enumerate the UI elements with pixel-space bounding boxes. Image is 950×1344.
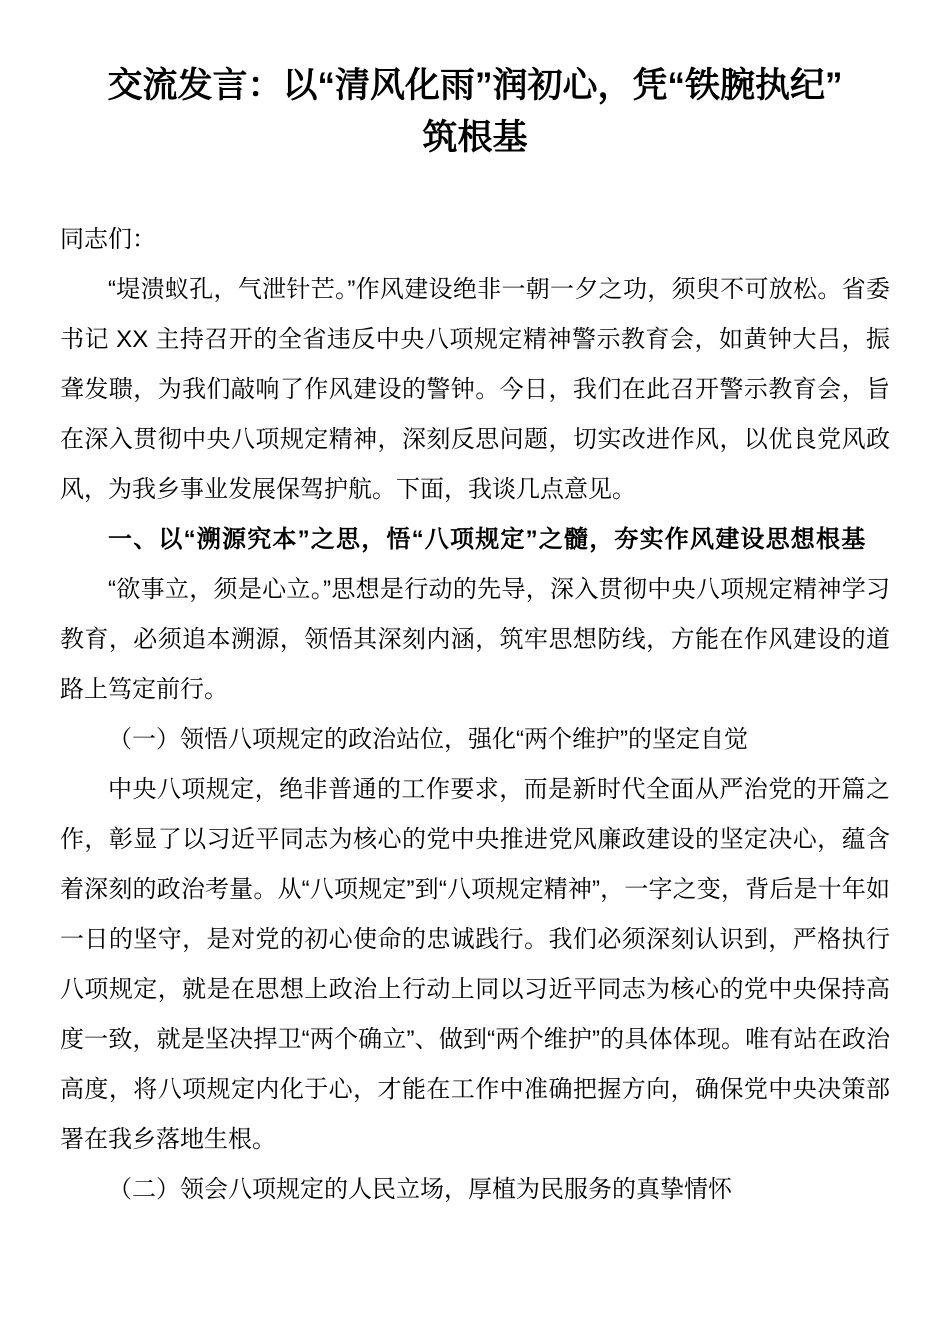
body-paragraph: “堤溃蚁孔，气泄针芒。”作风建设绝非一朝一夕之功，须臾不可放松。省委书记 XX 主持召开的全省违反中央八项规定精神警示教育会，如黄钟大吕，振聋发聩，为我们敲响了作风建设的警钟。今日，我们在此召开警示教育会，旨在深入贯彻中央八项规定精神，深刻反思问题，切实改进作风，以优良党风政风，为我乡事业发展保驾护航。下面，我谈几点意见。	[60, 276, 890, 503]
document-body	[60, 215, 890, 1215]
section-heading-level-1: 一、以“溯源究本”之思，悟“八项规定”之髓，夯实作风建设思想根基	[108, 526, 867, 553]
body-paragraph: “欲事立，须是心立。”思想是行动的先导，深入贯彻中央八项规定精神学习教育，必须追本溯源，领悟其深刻内涵，筑牢思想防线，方能在作风建设的道路上笃定前行。	[60, 576, 890, 703]
document-title	[60, 60, 890, 164]
subsection-heading: （一）领悟八项规定的政治站位，强化“两个维护”的坚定自觉	[108, 726, 748, 753]
document-title-line-2: 筑根基	[422, 118, 528, 157]
subsection-heading: （二）领会八项规定的人民立场，厚植为民服务的真挚情怀	[108, 1176, 732, 1203]
document-title-line-1: 交流发言：以“清风化雨”润初心，凭“铁腕执纪”	[107, 66, 843, 105]
salutation-paragraph: 同志们：	[60, 226, 156, 253]
body-paragraph: 中央八项规定，绝非普通的工作要求，而是新时代全面从严治党的开篇之作，彰显了以习近平同志为核心的党中央推进党风廉政建设的坚定决心，蕴含着深刻的政治考量。从“八项规定”到“八项规定精神”，一字之变，背后是十年如一日的坚守，是对党的初心使命的忠诚践行。我们必须深刻认识到，严格执行八项规定，就是在思想上政治上行动上同以习近平同志为核心的党中央保持高度一致，就是坚决捍卫“两个确立”、做到“两个维护”的具体体现。唯有站在政治高度，将八项规定内化于心，才能在工作中准确把握方向，确保党中央决策部署在我乡落地生根。	[60, 776, 890, 1153]
